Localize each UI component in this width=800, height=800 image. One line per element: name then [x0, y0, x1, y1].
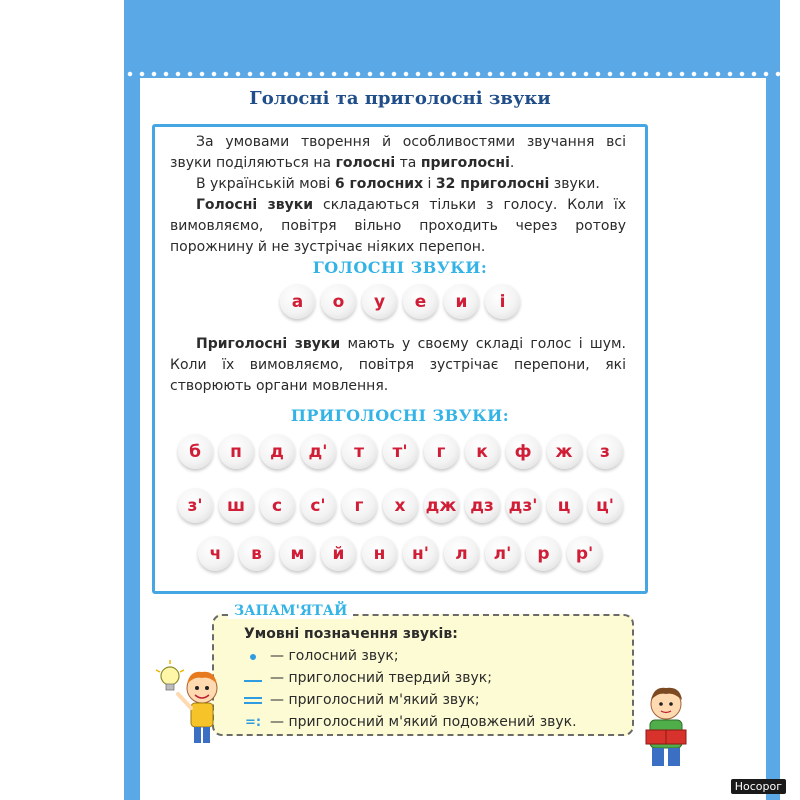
consonant-circle: дз: [465, 488, 500, 523]
consonant-circle: х: [383, 488, 418, 523]
intro-paragraph-1: За умовами творення й особливостями звучання всі звуки поділяються на голосні та приголосні.: [170, 134, 626, 171]
intro-paragraph-3: Голосні звуки складаються тільки з голосу. Коли їх вимовляємо, повітря вільно проходить через ротову порожнину й не зустрічає ніяких перепон.: [170, 197, 626, 255]
consonant-circle: ц: [547, 488, 582, 523]
consonant-circle: с': [301, 488, 336, 523]
watermark: Носорог: [731, 779, 786, 794]
legend-item-long-soft-consonant: [244, 714, 577, 730]
vowels-row: [152, 284, 648, 319]
double-dash-colon-symbol-icon: =:: [244, 714, 262, 730]
legend-item-vowel: [244, 648, 399, 664]
consonant-circle: к: [465, 434, 500, 469]
consonants-row-3: [152, 536, 648, 571]
consonant-circle: р': [567, 536, 602, 571]
boy-reading-illustration: [636, 682, 696, 768]
consonant-circle: дз': [506, 488, 541, 523]
book-icon: [646, 730, 686, 744]
vowel-circle: у: [362, 284, 397, 319]
vowels-heading: ГОЛОСНІ ЗВУКИ:: [312, 258, 488, 277]
consonant-circle: с: [260, 488, 295, 523]
consonant-circle: в: [239, 536, 274, 571]
consonant-circle: г: [342, 488, 377, 523]
consonants-row-2: [152, 488, 648, 523]
consonant-circle: н: [362, 536, 397, 571]
consonant-circle: н': [403, 536, 438, 571]
consonant-circle: з: [588, 434, 623, 469]
vowel-circle: и: [444, 284, 479, 319]
consonant-circle: т': [383, 434, 418, 469]
consonant-circle: дж: [424, 488, 459, 523]
consonants-heading: ПРИГОЛОСНІ ЗВУКИ:: [290, 406, 510, 425]
remember-label: ЗАПАМ'ЯТАЙ: [228, 603, 353, 619]
consonant-circle: ц': [588, 488, 623, 523]
vowel-circle: а: [280, 284, 315, 319]
consonant-circle: ж: [547, 434, 582, 469]
boy-with-lightbulb-illustration: [150, 654, 232, 750]
legend-title: Умовні позначення звуків:: [244, 626, 458, 642]
consonant-circle: р: [526, 536, 561, 571]
dot-symbol-icon: [244, 648, 262, 664]
consonant-circle: л: [444, 536, 479, 571]
legend-item-text: — голосний звук;: [270, 648, 399, 664]
consonants-row-1: [152, 434, 648, 469]
dash-symbol-icon: [244, 670, 262, 686]
legend-item-text: — приголосний м'який звук;: [270, 692, 480, 708]
consonant-circle: г: [424, 434, 459, 469]
consonant-circle: д: [260, 434, 295, 469]
consonant-circle: б: [178, 434, 213, 469]
frame-dots-border: [124, 70, 780, 78]
legend-item-text: — приголосний твердий звук;: [270, 670, 492, 686]
double-dash-symbol-icon: [244, 692, 262, 708]
consonant-circle: ш: [219, 488, 254, 523]
lightbulb-icon: [156, 660, 184, 690]
legend-item-hard-consonant: [244, 670, 492, 686]
legend-item-text: — приголосний м'який подовжений звук.: [270, 714, 577, 730]
vowel-circle: е: [403, 284, 438, 319]
consonant-circle: й: [321, 536, 356, 571]
page-title: Голосні та приголосні звуки: [249, 88, 551, 109]
consonant-circle: т: [342, 434, 377, 469]
legend-item-soft-consonant: [244, 692, 480, 708]
vowel-circle: о: [321, 284, 356, 319]
vowel-circle: і: [485, 284, 520, 319]
consonant-circle: л': [485, 536, 520, 571]
consonant-circle: д': [301, 434, 336, 469]
consonant-circle: ф: [506, 434, 541, 469]
consonant-circle: п: [219, 434, 254, 469]
intro-paragraph-2: В українській мові 6 голосних і 32 приголосні звуки.: [196, 176, 600, 192]
consonants-paragraph: Приголосні звуки мають у своєму складі голос і шум. Коли їх вимовляємо, повітря зустрічає перепони, які створюють органи мовлення.: [170, 336, 626, 394]
consonant-circle: м: [280, 536, 315, 571]
consonant-circle: з': [178, 488, 213, 523]
consonant-circle: ч: [198, 536, 233, 571]
